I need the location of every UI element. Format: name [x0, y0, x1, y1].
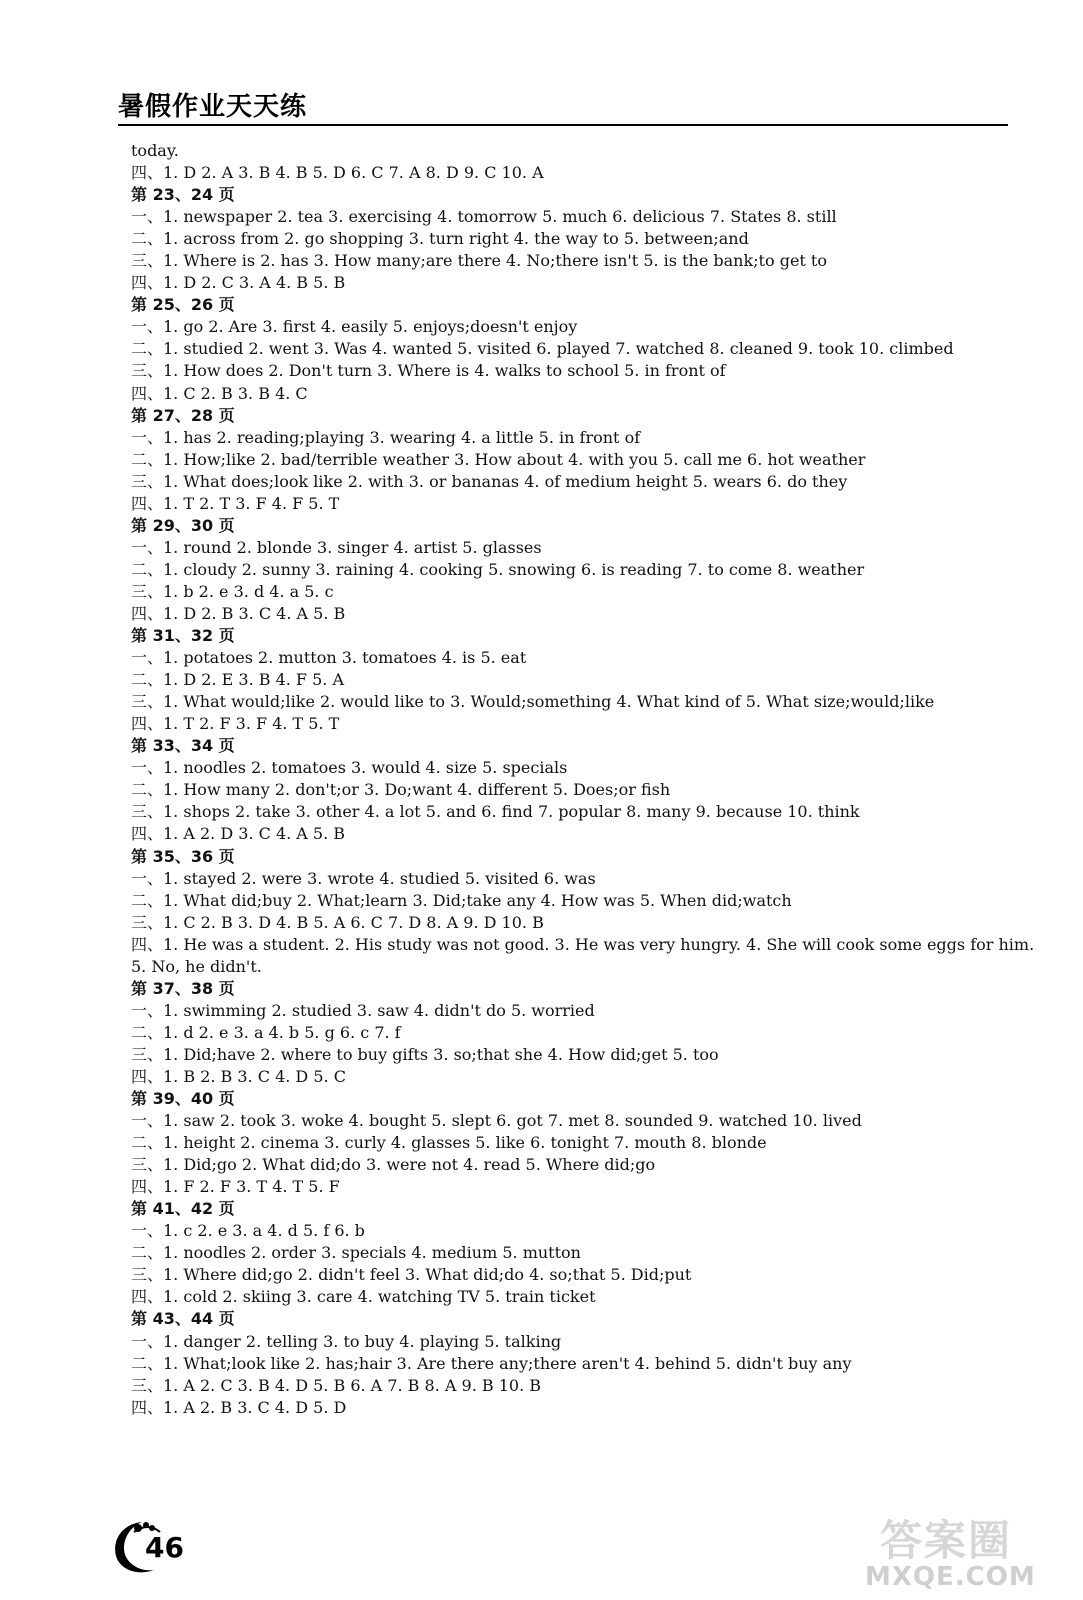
page-range-heading: 第 39、40 页: [131, 1089, 235, 1109]
answer-line: 二、1. noodles 2. order 3. specials 4. medium 5. mutton: [131, 1243, 581, 1263]
header-rule: [118, 124, 1008, 126]
answer-line: 四、1. He was a student. 2. His study was not good. 3. He was very hungry. 4. She will cook some eggs for him.: [131, 934, 1035, 954]
answer-line: 四、1. D 2. A 3. B 4. B 5. D 6. C 7. A 8. D 9. C 10. A: [131, 163, 544, 183]
page-range-heading: 第 43、44 页: [131, 1309, 235, 1329]
answer-line: 二、1. D 2. E 3. B 4. F 5. A: [131, 670, 345, 690]
answer-line: 二、1. studied 2. went 3. Was 4. wanted 5. visited 6. played 7. watched 8. cleaned 9. took 10. climbed: [131, 339, 954, 359]
answer-line: 四、1. B 2. B 3. C 4. D 5. C: [131, 1066, 346, 1086]
answer-line: 三、1. What does;look like 2. with 3. or bananas 4. of medium height 5. wears 6. do they: [131, 471, 848, 491]
answer-line: 四、1. cold 2. skiing 3. care 4. watching TV 5. train ticket: [131, 1287, 596, 1307]
page-range-heading: 第 33、34 页: [131, 736, 235, 756]
answer-line: 四、1. D 2. C 3. A 4. B 5. B: [131, 273, 346, 293]
answer-line: 一、1. swimming 2. studied 3. saw 4. didn't do 5. worried: [131, 1000, 595, 1020]
answer-line: today.: [131, 141, 179, 160]
answer-line: 一、1. potatoes 2. mutton 3. tomatoes 4. is 5. eat: [131, 648, 527, 668]
page-range-heading: 第 31、32 页: [131, 626, 235, 646]
answer-line: 二、1. height 2. cinema 3. curly 4. glasses 5. like 6. tonight 7. mouth 8. blonde: [131, 1133, 767, 1153]
page-range-heading: 第 25、26 页: [131, 295, 235, 315]
answer-line: 三、1. Where did;go 2. didn't feel 3. What did;do 4. so;that 5. Did;put: [131, 1265, 692, 1285]
answer-line: 四、1. T 2. F 3. F 4. T 5. T: [131, 714, 340, 734]
answer-line: 一、1. danger 2. telling 3. to buy 4. playing 5. talking: [131, 1331, 562, 1351]
answer-line: 四、1. A 2. D 3. C 4. A 5. B: [131, 824, 346, 844]
answer-line: 二、1. How many 2. don't;or 3. Do;want 4. different 5. Does;or fish: [131, 780, 671, 800]
answer-line: 四、1. T 2. T 3. F 4. F 5. T: [131, 493, 340, 513]
page-range-heading: 第 23、24 页: [131, 185, 235, 205]
watermark-logo: 答案圈: [880, 1516, 1013, 1565]
page-range-heading: 第 27、28 页: [131, 405, 235, 425]
answer-line: 一、1. stayed 2. were 3. wrote 4. studied 5. visited 6. was: [131, 868, 596, 888]
answer-line: 一、1. noodles 2. tomatoes 3. would 4. size 5. specials: [131, 758, 568, 778]
watermark-url: MXQE.COM: [865, 1562, 1036, 1592]
answer-line: 二、1. d 2. e 3. a 4. b 5. g 6. c 7. f: [131, 1022, 401, 1042]
answer-line: 二、1. What;look like 2. has;hair 3. Are there any;there aren't 4. behind 5. didn't buy any: [131, 1353, 852, 1373]
answer-line: 二、1. What did;buy 2. What;learn 3. Did;take any 4. How was 5. When did;watch: [131, 890, 792, 910]
answer-line: 一、1. newspaper 2. tea 3. exercising 4. tomorrow 5. much 6. delicious 7. States 8. still: [131, 207, 837, 227]
answer-line: 5. No, he didn't.: [131, 956, 262, 976]
answer-line: 三、1. Where is 2. has 3. How many;are there 4. No;there isn't 5. is the bank;to get to: [131, 251, 827, 271]
page-range-heading: 第 29、30 页: [131, 515, 235, 535]
page-number: 46: [145, 1531, 184, 1564]
answer-line: 三、1. shops 2. take 3. other 4. a lot 5. and 6. find 7. popular 8. many 9. because 10. think: [131, 802, 860, 822]
answer-line: 三、1. C 2. B 3. D 4. B 5. A 6. C 7. D 8. A 9. D 10. B: [131, 912, 544, 932]
page-header: [118, 86, 1008, 126]
page-range-heading: 第 35、36 页: [131, 846, 235, 866]
answer-line: 一、1. go 2. Are 3. first 4. easily 5. enjoys;doesn't enjoy: [131, 317, 578, 337]
answer-line: 一、1. has 2. reading;playing 3. wearing 4. a little 5. in front of: [131, 427, 641, 447]
answer-line: 四、1. C 2. B 3. B 4. C: [131, 383, 308, 403]
answer-line: 一、1. c 2. e 3. a 4. d 5. f 6. b: [131, 1221, 365, 1241]
answer-line: 一、1. round 2. blonde 3. singer 4. artist 5. glasses: [131, 537, 542, 557]
answer-line: 三、1. b 2. e 3. d 4. a 5. c: [131, 581, 334, 601]
answer-line: 二、1. across from 2. go shopping 3. turn right 4. the way to 5. between;and: [131, 229, 749, 249]
answer-line: 三、1. How does 2. Don't turn 3. Where is 4. walks to school 5. in front of: [131, 361, 726, 381]
answer-list: [131, 140, 1035, 1419]
answer-line: 四、1. A 2. B 3. C 4. D 5. D: [131, 1397, 347, 1417]
page-range-heading: 第 41、42 页: [131, 1199, 235, 1219]
answer-line: 四、1. D 2. B 3. C 4. A 5. B: [131, 603, 346, 623]
answer-line: 一、1. saw 2. took 3. woke 4. bought 5. slept 6. got 7. met 8. sounded 9. watched 10. lived: [131, 1111, 862, 1131]
answer-line: 三、1. Did;go 2. What did;do 3. were not 4. read 5. Where did;go: [131, 1155, 656, 1175]
answer-line: 三、1. Did;have 2. where to buy gifts 3. so;that she 4. How did;get 5. too: [131, 1044, 719, 1064]
answer-line: 三、1. What would;like 2. would like to 3. Would;something 4. What kind of 5. What size;would;like: [131, 692, 935, 712]
header-title: 暑假作业天天练: [118, 92, 308, 122]
answer-line: 三、1. A 2. C 3. B 4. D 5. B 6. A 7. B 8. A 9. B 10. B: [131, 1375, 541, 1395]
answer-line: 二、1. cloudy 2. sunny 3. raining 4. cooking 5. snowing 6. is reading 7. to come 8. weather: [131, 559, 865, 579]
page-range-heading: 第 37、38 页: [131, 978, 235, 998]
answer-line: 二、1. How;like 2. bad/terrible weather 3. How about 4. with you 5. call me 6. hot weather: [131, 449, 866, 469]
answer-line: 四、1. F 2. F 3. T 4. T 5. F: [131, 1177, 340, 1197]
